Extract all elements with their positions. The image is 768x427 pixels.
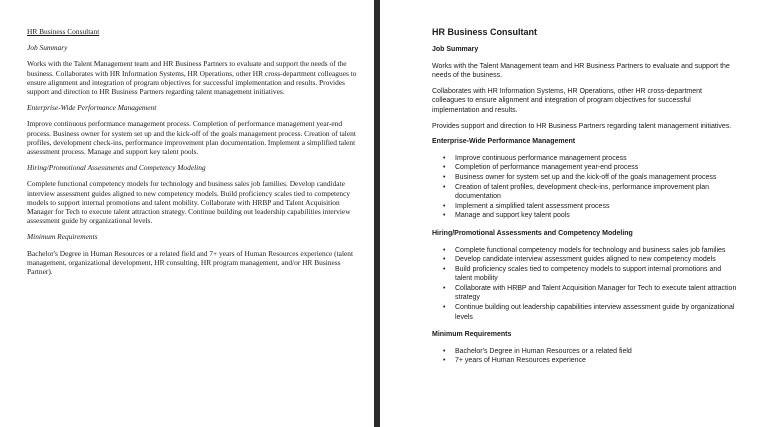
left-epm-text: Improve continuous performance management process. Completion of performance management year-end process. Business owner for system set up and the kick-off of the goals management process. Creation of talent profiles, development check-ins, performance improvement plan documentation. Implement a simplified talent assessment process. Manage and support key talent pools. [27, 119, 356, 157]
left-min-req-text: Bachelor's Degree in Human Resources or a related field and 7+ years of Human Resources experience (talent management, organizational development, HR consulting, HR program management, and/or HR Business Partner). [27, 248, 354, 277]
left-job-summary-text: Works with the Talent Management team and HR Business Partners to evaluate and support the needs of the business. Collaborates with HR Information Systems, HR Operations, other HR cross-department colleagues to ensure alignment and integration of program objectives for successful implementation and results. Provides support and direction to HR Business Partners regarding talent management initiatives. [27, 59, 357, 97]
left-min-req-heading: Minimum Requirements [27, 232, 98, 242]
left-document-content [27, 27, 357, 283]
right-epm-list [432, 154, 737, 221]
list-item: • Bachelor's Degree in Human Resources or a related field [432, 347, 737, 357]
list-item: • Manage and support key talent pools [432, 211, 737, 221]
list-item: • Develop candidate interview assessment guides aligned to new competency models [432, 255, 737, 265]
list-item: • Completion of performance management year-end process [432, 163, 737, 173]
right-epm-heading: Enterprise-Wide Performance Management [432, 138, 576, 146]
left-doc-title: HR Business Consultant [27, 27, 100, 36]
right-document-page [380, 0, 768, 427]
right-min-req-list [432, 347, 737, 366]
list-item: • Complete functional competency models for technology and business sales job families [432, 246, 737, 256]
right-job-summary-paragraph: Provides support and direction to HR Business Partners regarding talent management initiatives. [432, 122, 732, 130]
left-epm-heading: Enterprise-Wide Performance Management [27, 103, 157, 113]
left-document-page [0, 0, 374, 427]
list-item: • Build proficiency scales tied to competency models to support internal promotions and talent mobility [432, 265, 737, 284]
list-item: • Improve continuous performance management process [432, 154, 737, 164]
list-item: • Business owner for system set up and the kick-off of the goals management process [432, 173, 737, 183]
left-job-summary-heading: Job Summary [27, 43, 68, 53]
right-hpa-heading: Hiring/Promotional Assessments and Competency Modeling [432, 229, 633, 237]
right-document-content [432, 26, 737, 374]
list-item: • Continue building out leadership capabilities interview assessment guide by organizational levels [432, 303, 737, 322]
list-item: • Collaborate with HRBP and Talent Acquisition Manager for Tech to execute talent attraction strategy [432, 284, 737, 303]
left-hpa-heading: Hiring/Promotional Assessments and Competency Modeling [27, 163, 206, 173]
left-hpa-text: Complete functional competency models for technology and business sales job families. Develop candidate interview assessment guides aligned to new competency models. Build proficiency scales tied to competency models to support internal promotions and talent mobility. Collaborate with HRBP and Talent Acquisition Manager for Tech to execute talent attraction strategy. Continue building out leadership capabilities interview assessment guide by organizational levels. [27, 179, 351, 226]
right-job-summary-paragraph: Works with the Talent Management team and HR Business Partners to evaluate and support the needs of the business. [432, 62, 730, 80]
right-job-summary-heading: Job Summary [432, 46, 479, 53]
right-job-summary-paragraph: Collaborates with HR Information Systems, HR Operations, other HR cross-department colleagues to ensure alignment and integration of program objectives for successful implementation and results. [432, 87, 702, 114]
right-min-req-heading: Minimum Requirements [432, 331, 512, 339]
right-hpa-list [432, 246, 737, 323]
right-doc-title: HR Business Consultant [432, 27, 538, 37]
list-item: • 7+ years of Human Resources experience [432, 356, 737, 366]
list-item: • Implement a simplified talent assessment process [432, 202, 737, 212]
list-item: • Creation of talent profiles, development check-ins, performance improvement plan documentation [432, 183, 737, 202]
